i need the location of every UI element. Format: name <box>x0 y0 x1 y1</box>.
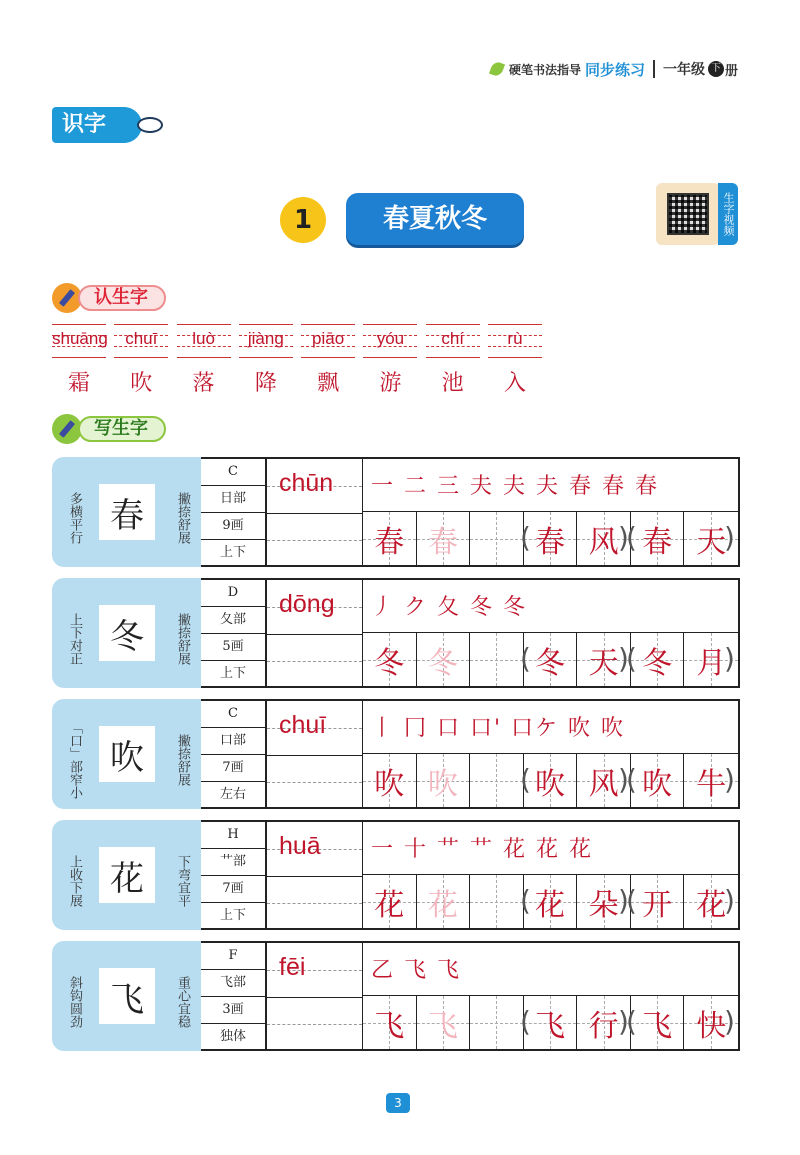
pinyin-zone <box>267 820 362 930</box>
paren-mark: ) <box>724 521 735 554</box>
write-label: 写生字 <box>78 416 166 442</box>
mnemonic: 多横平行 <box>67 492 82 544</box>
pinyin-cell <box>426 324 480 358</box>
word-cell[interactable] <box>631 633 685 686</box>
cell-char: 天 <box>696 524 727 560</box>
practice-cell[interactable] <box>470 754 524 807</box>
stroke-count: 7画 <box>201 755 265 782</box>
paren-mark: ( <box>626 763 637 796</box>
word-cell[interactable] <box>631 754 685 807</box>
pinyin-text: shuāng <box>52 329 108 348</box>
pinyin-text: piāo <box>312 329 345 348</box>
recognize-char: 游 <box>379 371 402 396</box>
practice-grid <box>362 996 740 1051</box>
card-pinyin: chūn <box>279 469 334 497</box>
stroke-order <box>362 820 740 875</box>
recognize-char: 吹 <box>130 371 153 396</box>
word-cell[interactable] <box>524 875 578 928</box>
cell-char: 飞 <box>427 1008 458 1044</box>
practice-cell[interactable] <box>470 996 524 1049</box>
trace-cell[interactable] <box>417 633 471 686</box>
leaf-icon <box>489 60 505 77</box>
char-card <box>52 820 740 930</box>
cell-char: 花 <box>374 887 405 923</box>
book-title: 同步练习 <box>584 60 645 79</box>
stroke-count: 5画 <box>201 634 265 661</box>
cell-char: 春 <box>374 524 405 560</box>
paren-mark: ( <box>520 763 531 796</box>
practice-cell[interactable] <box>470 875 524 928</box>
initial: H <box>201 822 265 849</box>
paren-mark: ) <box>618 521 629 554</box>
paren-mark: ( <box>520 1005 531 1038</box>
char-info <box>201 820 267 930</box>
pinyin-cell <box>239 324 293 358</box>
stroke-sequence: 一 十 艹 艹 花 花 花 <box>371 837 593 862</box>
stroke-order <box>362 699 740 754</box>
structure: 上下 <box>219 545 246 560</box>
cell-char: 风 <box>588 766 619 802</box>
char-card <box>52 699 740 809</box>
paren-mark: ) <box>618 642 629 675</box>
word-cell[interactable] <box>524 512 578 565</box>
pinyin-row <box>52 324 542 358</box>
char-card <box>52 941 740 1051</box>
mnemonic: 上收下展 <box>67 855 82 907</box>
practice-cell[interactable] <box>363 996 417 1049</box>
recognize-heading <box>52 283 166 313</box>
recognize-char: 入 <box>503 371 526 396</box>
cell-char: 花 <box>696 887 727 923</box>
radical: 艹部 <box>201 849 265 876</box>
initial: F <box>201 943 265 970</box>
stroke-sequence: 一 二 三 夫 夫 夫 春 春 春 <box>371 474 659 499</box>
volume-suffix: 册 <box>724 63 738 79</box>
section-tag: 识字 <box>52 107 142 143</box>
writing-tip: 撇捺舒展 <box>175 734 190 786</box>
pinyin-cell <box>301 324 355 358</box>
paren-mark: ) <box>618 884 629 917</box>
trace-cell[interactable] <box>417 875 471 928</box>
writing-tip: 撇捺舒展 <box>175 492 190 544</box>
page-header <box>491 58 738 80</box>
paren-mark: ( <box>520 521 531 554</box>
paren-mark: ) <box>618 763 629 796</box>
practice-grid <box>362 512 740 567</box>
model-char: 吹 <box>99 726 155 782</box>
stroke-order <box>362 578 740 633</box>
practice-cell[interactable] <box>470 512 524 565</box>
char-card <box>52 457 740 567</box>
cell-char: 春 <box>427 524 458 560</box>
series-name: 硬笔书法指导 <box>508 62 581 77</box>
practice-grid <box>362 875 740 930</box>
paren-mark: ( <box>626 642 637 675</box>
structure: 独体 <box>219 1029 246 1044</box>
pinyin-text: luò <box>192 329 215 348</box>
stroke-count: 7画 <box>201 876 265 903</box>
paren-mark: ( <box>626 521 637 554</box>
writing-tip: 撇捺舒展 <box>175 613 190 665</box>
word-cell[interactable] <box>524 754 578 807</box>
structure: 上下 <box>219 908 246 923</box>
cell-char: 冬 <box>642 645 673 681</box>
practice-grid <box>362 633 740 688</box>
card-pinyin: chuī <box>279 711 327 739</box>
paren-mark: ) <box>618 1005 629 1038</box>
radical: 口部 <box>201 728 265 755</box>
structure: 上下 <box>219 666 246 681</box>
cell-char: 牛 <box>696 766 727 802</box>
recognize-char: 飘 <box>317 371 340 396</box>
cell-char: 行 <box>588 1008 619 1044</box>
paren-mark: ( <box>520 884 531 917</box>
mnemonic: 斜钩圆劲 <box>67 976 82 1028</box>
qr-code-icon <box>667 193 709 235</box>
stroke-sequence: 丿 ク 夂 冬 冬 <box>371 595 527 620</box>
cell-char: 月 <box>696 645 727 681</box>
page-number: 3 <box>386 1093 410 1113</box>
write-heading <box>52 414 166 444</box>
card-pinyin: dōng <box>279 590 335 618</box>
pinyin-zone <box>267 457 362 567</box>
char-info <box>201 941 267 1051</box>
stroke-count: 9画 <box>201 513 265 540</box>
pinyin-cell <box>52 324 106 358</box>
stroke-sequence: 乙 飞 飞 <box>371 958 461 983</box>
pinyin-text: rù <box>507 329 523 348</box>
paren-mark: ) <box>724 1005 735 1038</box>
cell-char: 飞 <box>374 1008 405 1044</box>
cell-char: 花 <box>535 887 566 923</box>
recognize-char: 池 <box>441 371 464 396</box>
cell-char: 风 <box>588 524 619 560</box>
pinyin-cell <box>177 324 231 358</box>
lesson-title: 春夏秋冬 <box>346 193 524 245</box>
volume-badge: 下 <box>708 61 724 77</box>
radical: 飞部 <box>201 970 265 997</box>
cell-char: 开 <box>642 887 673 923</box>
cell-char: 吹 <box>642 766 673 802</box>
practice-cell[interactable] <box>363 754 417 807</box>
recognize-label: 认生字 <box>78 285 166 311</box>
paren-mark: ( <box>626 884 637 917</box>
word-cell[interactable] <box>524 633 578 686</box>
pinyin-text: chuī <box>125 329 158 348</box>
pinyin-zone <box>267 578 362 688</box>
model-char: 冬 <box>99 605 155 661</box>
qr-code[interactable] <box>656 183 720 245</box>
paren-mark: ) <box>724 642 735 675</box>
paren-mark: ) <box>724 884 735 917</box>
card-pinyin: huā <box>279 832 321 860</box>
mnemonic: 上下对正 <box>67 613 82 665</box>
cell-char: 吹 <box>535 766 566 802</box>
initial: C <box>201 459 265 486</box>
cell-char: 飞 <box>535 1008 566 1044</box>
paren-mark: ) <box>724 763 735 796</box>
word-cell[interactable] <box>524 996 578 1049</box>
stroke-order <box>362 941 740 996</box>
word-cell[interactable] <box>631 875 685 928</box>
cell-char: 花 <box>427 887 458 923</box>
cell-char: 冬 <box>535 645 566 681</box>
initial: C <box>201 701 265 728</box>
word-cell[interactable] <box>631 512 685 565</box>
cell-char: 吹 <box>374 766 405 802</box>
writing-tip: 重心宜稳 <box>175 976 190 1028</box>
cell-char: 快 <box>696 1008 727 1044</box>
mnemonic: 「口」部窄小 <box>67 721 82 799</box>
qr-label: 生字视频 <box>718 183 738 245</box>
recognize-char: 霜 <box>67 371 90 396</box>
tag-ring-icon <box>137 117 163 133</box>
practice-grid <box>362 754 740 809</box>
trace-cell[interactable] <box>417 996 471 1049</box>
pinyin-text: yóu <box>376 329 405 348</box>
model-char: 花 <box>99 847 155 903</box>
cell-char: 春 <box>642 524 673 560</box>
pinyin-cell <box>363 324 417 358</box>
lesson-number: 1 <box>280 197 326 243</box>
stroke-count: 3画 <box>201 997 265 1024</box>
paren-mark: ( <box>520 642 531 675</box>
practice-cell[interactable] <box>470 633 524 686</box>
trace-cell[interactable] <box>417 512 471 565</box>
cell-char: 冬 <box>427 645 458 681</box>
header-divider <box>653 60 655 78</box>
char-card <box>52 578 740 688</box>
recognize-char: 落 <box>192 371 215 396</box>
practice-cell[interactable] <box>363 512 417 565</box>
paren-mark: ( <box>626 1005 637 1038</box>
practice-cell[interactable] <box>363 875 417 928</box>
pinyin-cell <box>114 324 168 358</box>
practice-cell[interactable] <box>363 633 417 686</box>
stroke-sequence: 丨 冂 口 口' 口ケ 吹 吹 <box>371 716 626 741</box>
char-row <box>52 366 542 397</box>
pinyin-zone <box>267 699 362 809</box>
pinyin-text: chí <box>441 329 465 348</box>
initial: D <box>201 580 265 607</box>
model-char: 春 <box>99 484 155 540</box>
pinyin-text: jiàng <box>247 329 284 348</box>
char-info <box>201 457 267 567</box>
cell-char: 飞 <box>642 1008 673 1044</box>
trace-cell[interactable] <box>417 754 471 807</box>
stroke-order <box>362 457 740 512</box>
grade-label: 一年级 <box>662 62 705 78</box>
cell-char: 春 <box>535 524 566 560</box>
model-char: 飞 <box>99 968 155 1024</box>
cell-char: 天 <box>588 645 619 681</box>
writing-tip: 下弯宜平 <box>175 855 190 907</box>
char-info <box>201 578 267 688</box>
radical: 夂部 <box>201 607 265 634</box>
pinyin-zone <box>267 941 362 1051</box>
word-cell[interactable] <box>631 996 685 1049</box>
structure: 左右 <box>219 787 246 802</box>
pinyin-cell <box>488 324 542 358</box>
recognize-char: 降 <box>254 371 277 396</box>
cell-char: 朵 <box>588 887 619 923</box>
char-info <box>201 699 267 809</box>
card-pinyin: fēi <box>279 953 306 981</box>
radical: 日部 <box>201 486 265 513</box>
cell-char: 吹 <box>427 766 458 802</box>
cell-char: 冬 <box>374 645 405 681</box>
